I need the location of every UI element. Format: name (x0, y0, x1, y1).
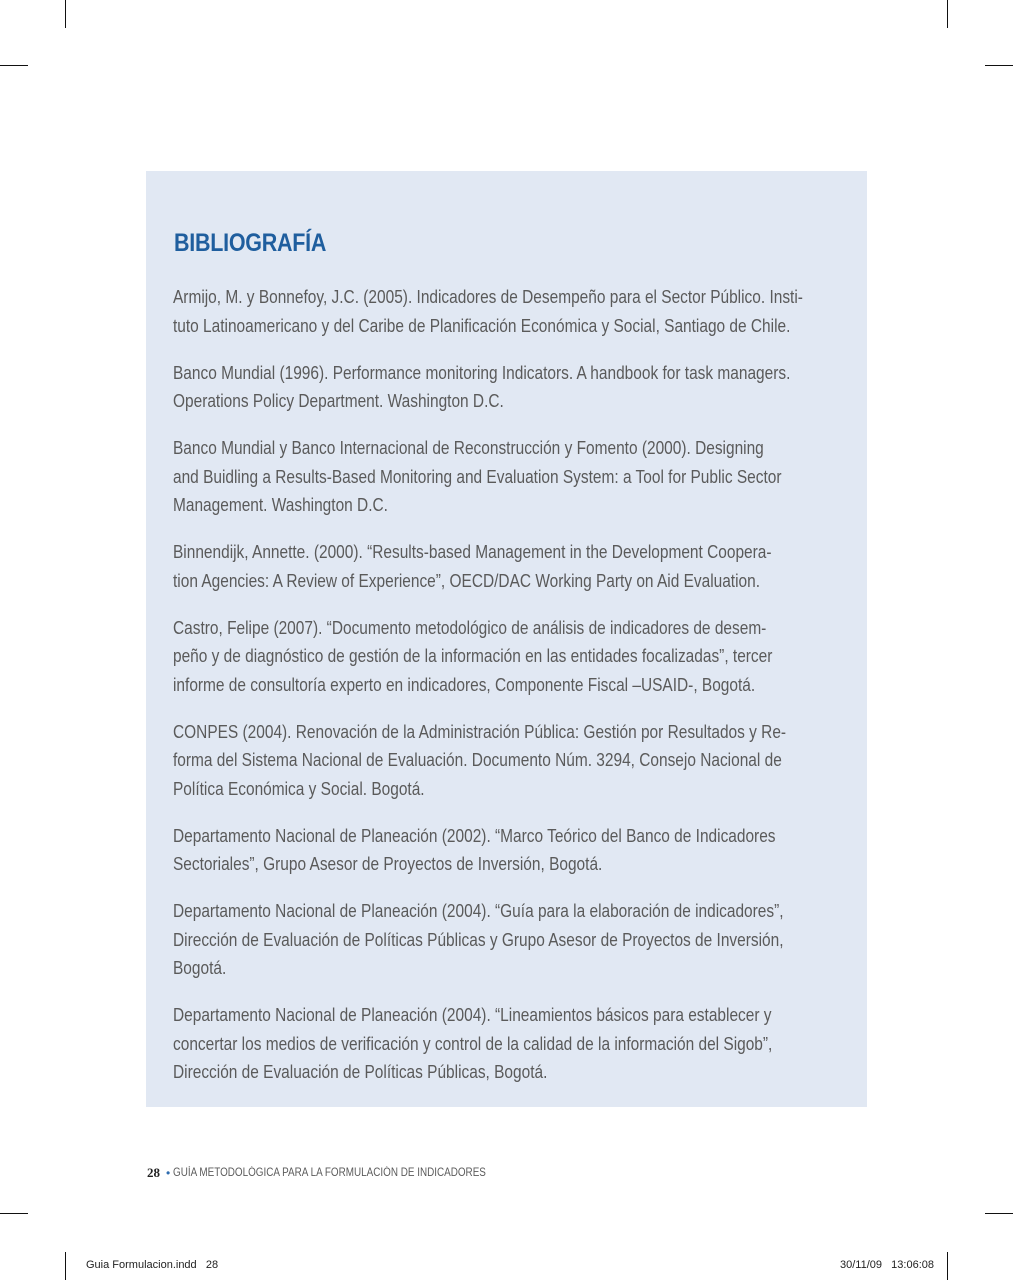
crop-mark-right-top (985, 65, 1013, 66)
reference-entry (173, 359, 863, 416)
reference-entry (173, 283, 863, 340)
crop-mark-left-bottom (0, 1213, 28, 1214)
reference-line: Dirección de Evaluación de Políticas Públicas, Bogotá. (173, 1061, 548, 1082)
bibliography-panel (146, 171, 867, 1107)
reference-line: forma del Sistema Nacional de Evaluación. Documento Núm. 3294, Consejo Nacional de (173, 749, 782, 770)
reference-entry (173, 614, 863, 700)
running-title: GUÍA METODOLÓGICA PARA LA FORMULACIÓN DE INDICADORES (173, 1166, 487, 1179)
reference-entry (173, 1001, 863, 1087)
crop-mark-bottom-right (947, 1252, 948, 1280)
page-footer (147, 1164, 537, 1182)
reference-entry (173, 897, 863, 983)
reference-entry (173, 822, 863, 879)
reference-line: and Buidling a Results-Based Monitoring and Evaluation System: a Tool for Public Sector (173, 465, 782, 487)
crop-mark-right-bottom (985, 1213, 1013, 1214)
reference-line: peño y de diagnóstico de gestión de la información en las entidades focalizadas”, tercer (173, 645, 773, 666)
crop-mark-left-top (0, 65, 28, 66)
reference-line: Castro, Felipe (2007). “Documento metodológico de análisis de indicadores de desem- (173, 616, 767, 638)
reference-line: Operations Policy Department. Washington D.C. (173, 390, 504, 411)
reference-entry (173, 434, 863, 520)
reference-line: Bogotá. (173, 957, 227, 978)
reference-line: Banco Mundial y Banco Internacional de Reconstrucción y Fomento (2000). Designing (173, 437, 764, 458)
reference-line: Banco Mundial (1996). Performance monitoring Indicators. A handbook for task managers. (173, 361, 791, 383)
reference-entry (173, 718, 863, 804)
reference-line: Política Económica y Social. Bogotá. (173, 777, 425, 799)
reference-line: Dirección de Evaluación de Políticas Públicas y Grupo Asesor de Proyectos de Inversión, (173, 928, 784, 950)
reference-line: informe de consultoría experto en indicadores, Componente Fiscal –USAID-, Bogotá. (173, 673, 756, 695)
reference-entry (173, 538, 863, 595)
reference-line: Sectoriales”, Grupo Asesor de Proyectos de Inversión, Bogotá. (173, 853, 603, 874)
crop-mark-top-left (65, 0, 66, 28)
reference-list (173, 283, 863, 1105)
reference-line: Binnendijk, Annette. (2000). “Results-based Management in the Development Coopera- (173, 541, 772, 562)
slug-timestamp: 30/11/09 13:06:08 (840, 1259, 934, 1271)
page-number: 28 (147, 1164, 160, 1180)
slug-filename: Guia Formulacion.indd 28 (86, 1259, 219, 1271)
footer-bullet: • (166, 1165, 171, 1180)
crop-mark-top-right (947, 0, 948, 28)
crop-mark-bottom-left (65, 1252, 66, 1280)
reference-line: Management. Washington D.C. (173, 494, 388, 515)
section-title: BIBLIOGRAFÍA (174, 229, 327, 257)
reference-line: Departamento Nacional de Planeación (2004). “Lineamientos básicos para establecer y (173, 1004, 772, 1025)
reference-line: CONPES (2004). Renovación de la Administración Pública: Gestión por Resultados y Re- (173, 720, 787, 742)
reference-line: Departamento Nacional de Planeación (2002). “Marco Teórico del Banco de Indicadores (173, 824, 776, 846)
reference-line: tion Agencies: A Review of Experience”, OECD/DAC Working Party on Aid Evaluation. (173, 569, 761, 591)
reference-line: Armijo, M. y Bonnefoy, J.C. (2005). Indicadores de Desempeño para el Sector Público. Insti- (173, 286, 803, 307)
reference-line: Departamento Nacional de Planeación (2004). “Guía para la elaboración de indicadores”, (173, 900, 784, 921)
reference-line: concertar los medios de verificación y control de la calidad de la información del Sigob”, (173, 1032, 773, 1054)
reference-line: tuto Latinoamericano y del Caribe de Planificación Económica y Social, Santiago de Chile. (173, 314, 791, 336)
